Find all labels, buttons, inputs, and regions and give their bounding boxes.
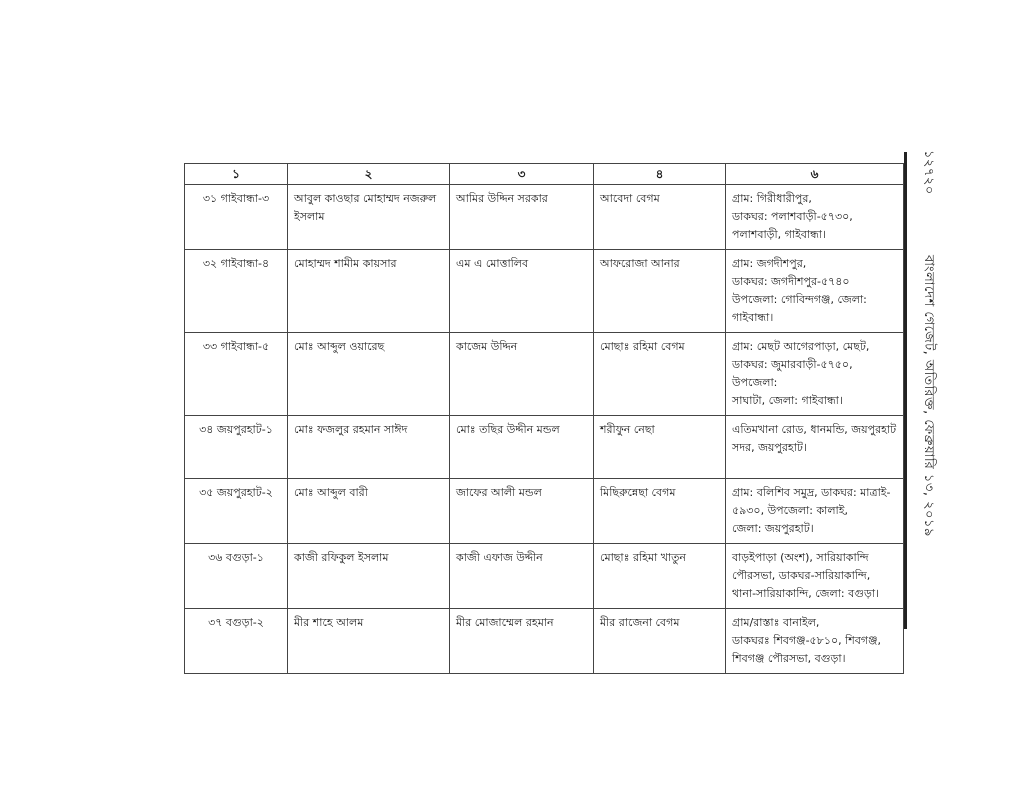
mother-name-cell: শরীফুন নেছা: [594, 416, 726, 479]
father-name-cell: মোঃ তছির উদ্দীন মন্ডল: [450, 416, 594, 479]
constituency-cell: ৩২ গাইবান্ধা-৪: [185, 250, 288, 333]
mother-name-cell: আবেদা বেগম: [594, 185, 726, 250]
mother-name-cell: আফরোজা আনার: [594, 250, 726, 333]
table-row: [185, 185, 904, 250]
address-line: গ্রাম/রাস্তাঃ বানাইল,: [732, 616, 820, 629]
constituency-cell: ৩৬ বগুড়া-১: [185, 544, 288, 609]
address-line: উপজেলা: গোবিন্দগঞ্জ, জেলা: গাইবান্ধা।: [732, 293, 867, 324]
address-line: পলাশবাড়ী, গাইবান্ধা।: [732, 228, 826, 241]
address-line: গ্রাম: জগদীশপুর,: [732, 257, 807, 270]
address-line: গ্রাম: বলিশিব সমুদ্র, ডাকঘর: মাত্রাই-: [732, 486, 891, 499]
column-header-6: ৬: [726, 164, 904, 185]
member-name-cell: মীর শাহে আলম: [288, 609, 450, 674]
address-cell: [726, 185, 904, 250]
column-header-1: ১: [185, 164, 288, 185]
margin-rule: [904, 152, 907, 629]
father-name-cell: কাজী এফাজ উদ্দীন: [450, 544, 594, 609]
address-line: জেলা: জয়পুরহাট।: [732, 522, 814, 535]
constituency-cell: ৩৫ জয়পুরহাট-২: [185, 479, 288, 544]
table-row: [185, 544, 904, 609]
address-line: সদর, জয়পুরহাট।: [732, 441, 807, 454]
address-cell: [726, 609, 904, 674]
table-row: [185, 609, 904, 674]
column-header-3: ৩: [450, 164, 594, 185]
constituency-cell: ৩৪ জয়পুরহাট-১: [185, 416, 288, 479]
address-line: ডাকঘর: জগদীশপুর-৫৭৪০: [732, 275, 850, 288]
member-name-cell: মোঃ ফজলুর রহমান সাঈদ: [288, 416, 450, 479]
address-line: গ্রাম: মেছট আগেরপাড়া, মেছট,: [732, 340, 870, 353]
table-row: [185, 333, 904, 416]
address-cell: [726, 479, 904, 544]
constituency-cell: ৩৩ গাইবান্ধা-৫: [185, 333, 288, 416]
margin-header: [912, 150, 938, 630]
member-name-cell: মোঃ আব্দুল বারী: [288, 479, 450, 544]
father-name-cell: জাফের আলী মন্ডল: [450, 479, 594, 544]
member-name-cell: মোঃ আব্দুল ওয়ারেছ: [288, 333, 450, 416]
member-name-cell: কাজী রফিকুল ইসলাম: [288, 544, 450, 609]
page-number: ১২৭২০: [921, 150, 936, 195]
table-header-row: [185, 164, 904, 185]
address-line: বাড়ইপাড়া (অংশ), সারিয়াকান্দি: [732, 551, 869, 564]
address-line: সাঘাটা, জেলা: গাইবান্ধা।: [732, 394, 843, 407]
father-name-cell: মীর মোজাম্মেল রহমান: [450, 609, 594, 674]
mother-name-cell: মিছিরুন্নেছা বেগম: [594, 479, 726, 544]
address-line: ডাকঘরঃ শিবগঞ্জ-৫৮১০, শিবগঞ্জ,: [732, 634, 881, 647]
father-name-cell: এম এ মোত্তালিব: [450, 250, 594, 333]
column-header-4: ৪: [594, 164, 726, 185]
address-line: এতিমখানা রোড, ধানমন্ডি, জয়পুরহাট: [732, 423, 897, 436]
constituency-cell: ৩৭ বগুড়া-২: [185, 609, 288, 674]
table-row: [185, 479, 904, 544]
table-row: [185, 416, 904, 479]
address-line: গ্রাম: গিরীধারীপুর,: [732, 192, 812, 205]
address-cell: [726, 416, 904, 479]
members-table: [184, 163, 904, 674]
address-line: ডাকঘর: পলাশবাড়ী-৫৭৩০,: [732, 210, 853, 223]
member-name-cell: আবুল কাওছার মোহাম্মদ নজরুল ইসলাম: [288, 185, 450, 250]
running-head: বাংলাদেশ গেজেট, অতিরিক্ত, ফেব্রুয়ারি ১৩, ২০১৯: [921, 254, 936, 537]
address-cell: [726, 544, 904, 609]
mother-name-cell: মোছাঃ রহিমা খাতুন: [594, 544, 726, 609]
address-line: শিবগঞ্জ পৌরসভা, বগুড়া।: [732, 652, 846, 665]
address-line: ডাকঘর: জুমারবাড়ী-৫৭৫০, উপজেলা:: [732, 358, 853, 389]
column-header-2: ২: [288, 164, 450, 185]
father-name-cell: কাজেম উদ্দিন: [450, 333, 594, 416]
table-row: [185, 250, 904, 333]
address-line: ৫৯৩০, উপজেলা: কালাই,: [732, 504, 848, 517]
address-line: থানা-সারিয়াকান্দি, জেলা: বগুড়া।: [732, 587, 879, 600]
mother-name-cell: মীর রাজেনা বেগম: [594, 609, 726, 674]
address-cell: [726, 333, 904, 416]
father-name-cell: আমির উদ্দিন সরকার: [450, 185, 594, 250]
member-name-cell: মোহাম্মদ শামীম কায়সার: [288, 250, 450, 333]
address-line: পৌরসভা, ডাকঘর-সারিয়াকান্দি,: [732, 569, 871, 582]
address-cell: [726, 250, 904, 333]
mother-name-cell: মোছাঃ রহিমা বেগম: [594, 333, 726, 416]
constituency-cell: ৩১ গাইবান্ধা-৩: [185, 185, 288, 250]
